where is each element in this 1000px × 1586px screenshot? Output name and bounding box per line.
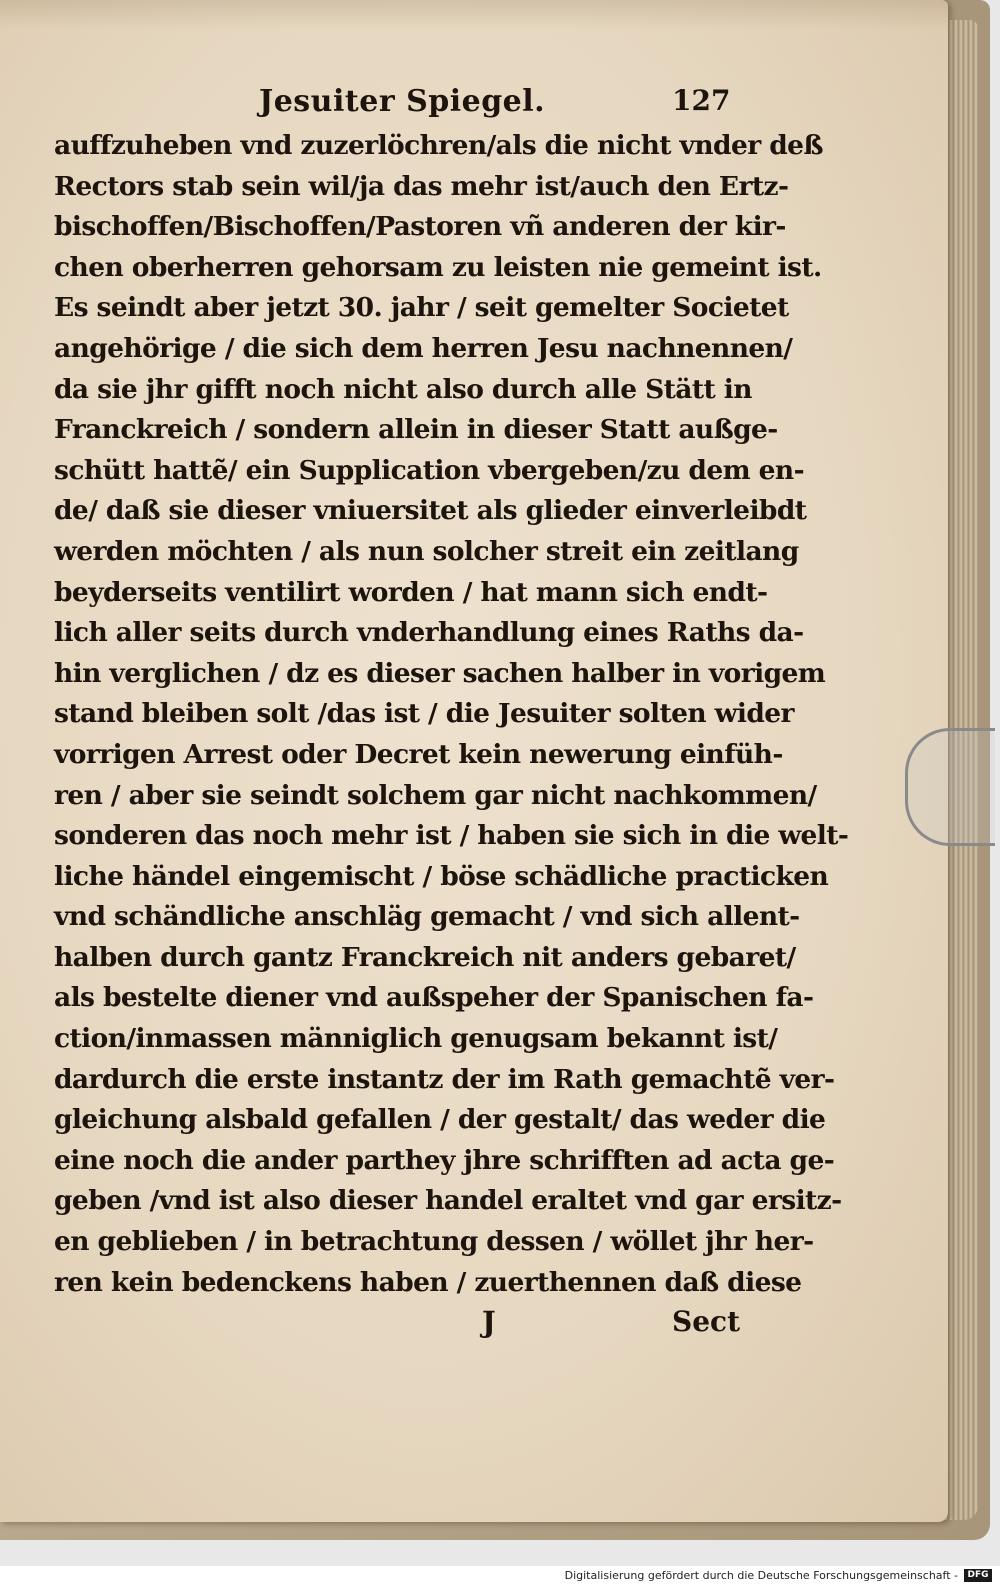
page-shadow bbox=[0, 0, 948, 30]
text-line: da sie jhr gifft noch nicht also durch alle Stätt in bbox=[54, 373, 752, 405]
text-line: sonderen das noch mehr ist / haben sie sich in die welt- bbox=[54, 820, 849, 852]
text-line: auffzuheben vnd zuzerlöchren/als die nicht vnder deß bbox=[54, 130, 823, 161]
text-line: hin verglichen / dz es dieser sachen halber in vorigem bbox=[54, 657, 826, 689]
text-line: ction/inmassen männiglich genugsam bekannt ist/ bbox=[54, 1023, 778, 1055]
catchline bbox=[54, 1303, 754, 1347]
text-line: vorrigen Arrest oder Decret kein newerung einfüh- bbox=[54, 738, 783, 770]
text-line: en geblieben / in betrachtung dessen / wöllet jhr her- bbox=[54, 1226, 814, 1258]
text-line: Es seindt aber jetzt 30. jahr / seit gemelter Societet bbox=[54, 292, 789, 324]
running-head bbox=[54, 82, 754, 126]
running-title: Jesuiter Spiegel. bbox=[259, 84, 546, 119]
text-line: chen oberherren gehorsam zu leisten nie gemeint ist. bbox=[54, 251, 822, 283]
text-line: Franckreich / sondern allein in dieser Statt außge- bbox=[54, 414, 778, 446]
text-line: lich aller seits durch vnderhandlung eines Raths da- bbox=[54, 617, 804, 649]
text-line: gleichung alsbald gefallen / der gestalt/ das weder die bbox=[54, 1104, 826, 1136]
text-line: werden möchten / als nun solcher streit ein zeitlang bbox=[54, 535, 799, 567]
signature-mark: J bbox=[482, 1305, 496, 1340]
body-text bbox=[54, 126, 849, 1303]
footer-bar bbox=[0, 1566, 1000, 1586]
text-line: halben durch gantz Franckreich nit anders gebaret/ bbox=[54, 941, 796, 973]
text-line: beyderseits ventilirt worden / hat mann sich endt- bbox=[54, 576, 768, 608]
text-line: schütt hattẽ/ ein Supplication vbergeben/zu dem en- bbox=[54, 454, 804, 486]
dfg-logo: DFG bbox=[964, 1569, 992, 1582]
funding-notice: Digitalisierung gefördert durch die Deutsche Forschungsgemeinschaft - bbox=[564, 1569, 958, 1582]
text-line: Rectors stab sein wil/ja das mehr ist/auch den Ertz- bbox=[54, 170, 789, 202]
text-line: de/ daß sie dieser vniuersitet als glieder einverleibdt bbox=[54, 495, 807, 527]
text-line: ren / aber sie seindt solchem gar nicht nachkommen/ bbox=[54, 779, 817, 811]
paper-clip bbox=[905, 728, 995, 846]
catchword: Sect bbox=[672, 1305, 741, 1339]
text-line: vnd schändliche anschläg gemacht / vnd sich allent- bbox=[54, 901, 800, 933]
text-line: ren kein bedenckens haben / zuerthennen daß diese bbox=[54, 1266, 802, 1298]
text-line: als bestelte diener vnd außspeher der Spanischen fa- bbox=[54, 982, 814, 1014]
text-line: eine noch die ander parthey jhre schrifften ad acta ge- bbox=[54, 1144, 835, 1176]
text-line: dardurch die erste instantz der im Rath gemachtẽ ver- bbox=[54, 1063, 835, 1095]
text-line: geben /vnd ist also dieser handel eraltet vnd gar ersitz- bbox=[54, 1185, 842, 1217]
text-line: angehörige / die sich dem herren Jesu nachnennen/ bbox=[54, 332, 793, 364]
page-number: 127 bbox=[672, 84, 731, 117]
text-line: liche händel eingemischt / böse schädliche practicken bbox=[54, 860, 829, 892]
text-line: stand bleiben solt /das ist / die Jesuiter solten wider bbox=[54, 698, 794, 730]
text-line: bischoffen/Bischoffen/Pastoren vñ anderen der kir- bbox=[54, 211, 786, 243]
text-block bbox=[54, 82, 849, 1347]
